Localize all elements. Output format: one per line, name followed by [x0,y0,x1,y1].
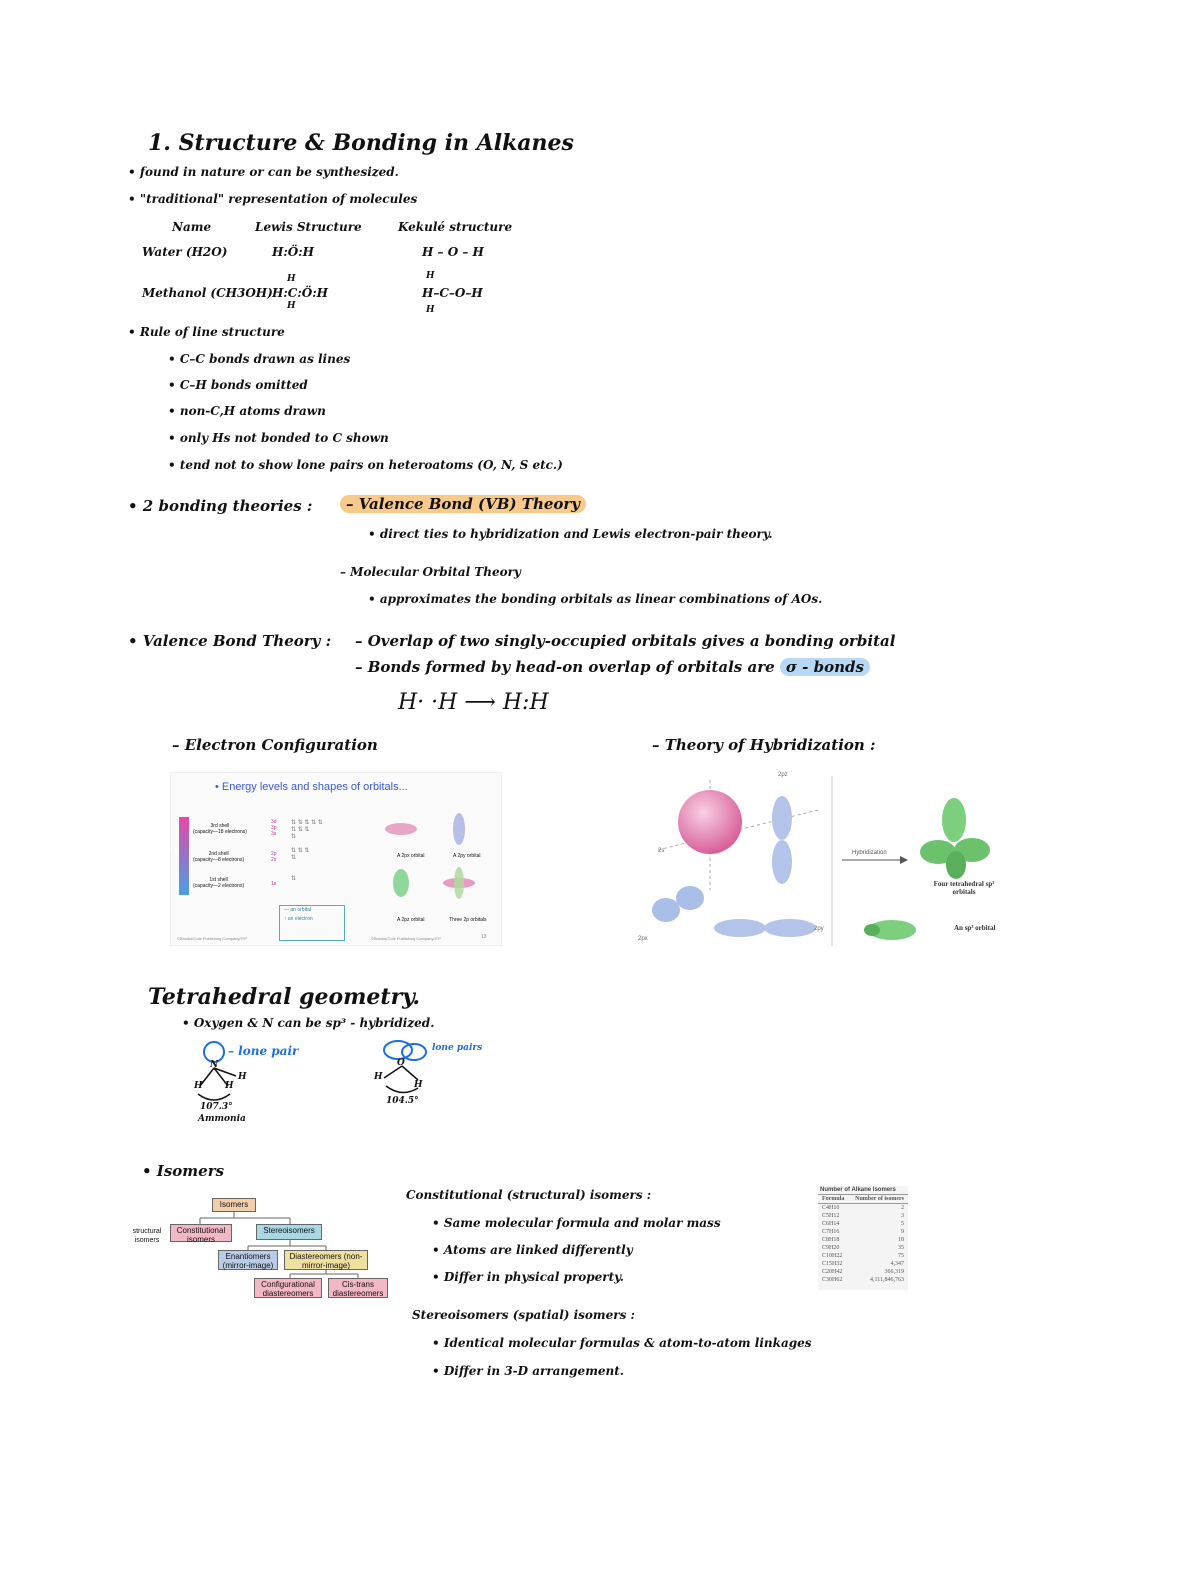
shell-1 [193,877,244,889]
alkane-header-formula: Formula [822,1196,845,1202]
alkane-count: 9 [901,1229,904,1235]
alkane-table-grid [818,1195,908,1284]
electron-config-heading: – Electron Configuration [172,736,378,754]
three-p-orbitals-y [454,867,464,899]
alkane-formula: C4H10 [822,1205,840,1211]
axis-2py: 2py [814,926,824,932]
methanol-name: Methanol (CH3OH) [142,286,273,300]
line-rule-4: • only Hs not bonded to C shown [168,431,389,445]
pz-orbital-lobe [393,869,409,897]
orbital-2p: 2p [271,851,277,857]
table-row [818,1204,908,1213]
water-angle: 104.5° [386,1096,419,1106]
ammonia-h-left: H [194,1081,203,1091]
constitutional-item-2: • Atoms are linked differently [432,1243,633,1257]
methanol-lewis: H:C:Ö:H [272,286,328,300]
hybridization-arrow-label: Hybridization [852,850,887,856]
line-rule-5: • tend not to show lone pairs on heteroatoms (O, N, S etc.) [168,458,563,472]
methanol-kekule: H–C–O–H [422,286,483,300]
tree-diastereomers: Diastereomers (non-mirror-image) [284,1250,368,1270]
electron-arrows: ⇅ ⇅ ⇅ ⇅ ⇅ ⇅ ⇅ ⇅ ⇅ ⇅ ⇅ ⇅ ⇅ ⇅ [291,820,323,882]
line-rule-3: • non-C,H atoms drawn [168,404,326,418]
legend-orbital: — an orbital [284,907,311,913]
alkane-formula: C8H18 [822,1237,840,1243]
water-lone-pair-2 [402,1044,426,1060]
water-h-right: H [414,1080,423,1090]
tree-configurational: Configurational diastereomers [254,1278,322,1298]
table-row [818,1236,908,1244]
water-kekule: H – O – H [422,245,484,259]
isomer-tree [130,1194,392,1306]
legend-electron: ↑ an electron [284,916,313,922]
water-name: Water (H2O) [142,245,228,259]
constitutional-title: Constitutional (structural) isomers : [406,1188,652,1202]
alkane-formula: C7H16 [822,1229,840,1235]
tree-stereoisomers: Stereoisomers [256,1224,322,1240]
water-lewis: H:Ö:H [272,245,314,259]
vb-theory-note: • direct ties to hybridization and Lewis electron-pair theory. [368,527,773,541]
bonding-theories-label: • 2 bonding theories : [128,497,313,515]
orbital-3d: 3d [271,819,277,825]
sp3-lobe-top [942,798,966,842]
ammonia-h-right: H [225,1081,234,1091]
table-row [818,1228,908,1236]
ammonia-h-back: H [238,1072,247,1082]
constitutional-item-1: • Same molecular formula and molar mass [432,1216,721,1230]
table-header-kekule: Kekulé structure [398,220,513,234]
table-row [818,1252,908,1260]
vb-theory-title [340,495,586,513]
tree-constitutional: Constitutional isomers [170,1224,232,1242]
ammonia-name: Ammonia [198,1114,246,1124]
caption-2px: A 2px orbital [397,853,425,859]
vb-line-2-text: – Bonds formed by head-on overlap of orbitals are [355,658,775,676]
alkane-formula: C5H12 [822,1213,840,1219]
shell-1-label: 1st shell [209,877,228,883]
caption-2py: A 2py orbital [453,853,481,859]
table-row [818,1276,908,1284]
pz-lower-lobe [772,840,792,884]
tree-isomers: Isomers [212,1198,256,1212]
line-rule-2: • C–H bonds omitted [168,378,308,392]
axis-2s: 2s [658,848,665,854]
tetrahedral-sp3-label: Four tetrahedral sp³ orbitals [933,880,995,896]
orbital-1s: 1s [271,881,277,887]
constitutional-item-3: • Differ in physical property. [432,1270,624,1284]
alkane-count: 366,319 [884,1269,904,1275]
alkane-count: 35 [898,1245,904,1251]
line-rule-1: • C–C bonds drawn as lines [168,352,351,366]
alkane-table-title: Number of Alkane Isomers [818,1186,908,1195]
tetrahedral-note: • Oxygen & N can be sp³ - hybridized. [182,1016,435,1030]
alkane-formula: C10H22 [822,1253,843,1259]
ammonia-angle: 107.3° [200,1102,233,1112]
shell-2 [193,851,244,863]
caption-three-2p: Three 2p orbitals [449,917,487,923]
alkane-count: 75 [898,1253,904,1259]
shell-2-label: 2nd shell [208,851,229,857]
table-header-name: Name [172,220,212,234]
shell-3-label: 3rd shell [210,823,230,829]
single-sp3-small-lobe [864,924,880,936]
single-sp3-label: An sp³ orbital [954,924,996,932]
tree-cis-trans: Cis-trans diastereomers [328,1278,388,1298]
alkane-count: 18 [898,1237,904,1243]
table-row [818,1220,908,1228]
figure-credit: ©Brooks/Cole Publishing Company/ITP [177,936,247,941]
vb-section-label: • Valence Bond Theory : [128,632,332,650]
vb-line-2 [355,658,870,676]
shell-3-orbitals [271,819,277,837]
page-title: 1. Structure & Bonding in Alkanes [148,130,574,156]
sigma-bond-highlight: σ - bonds [780,658,870,676]
figure-page-number: 13 [481,934,487,940]
orbital-3s: 3s [271,831,277,837]
isomers-heading: • Isomers [142,1162,225,1180]
ammonia-lone-pair-circle [204,1042,224,1062]
stereo-item-1: • Identical molecular formulas & atom-to-atom linkages [432,1336,812,1350]
h2-equation: H· ·H ⟶ H:H [398,690,549,715]
intro-bullet-2: • "traditional" representation of molecules [128,192,418,206]
orbital-2s: 2s [271,857,277,863]
alkane-count: 2 [901,1205,904,1211]
stereo-title: Stereoisomers (spatial) isomers : [412,1308,635,1322]
tree-enantiomers: Enantiomers (mirror-image) [218,1250,278,1270]
shell-2-capacity: (capacity—8 electrons) [193,857,245,863]
table-row [818,1212,908,1220]
px-left-lobe [714,919,766,937]
caption-2pz: A 2pz orbital [397,917,425,923]
mo-theory-note: • approximates the bonding orbitals as linear combinations of AOs. [368,592,823,606]
alkane-isomer-table [818,1186,908,1290]
legend-box [279,905,345,941]
water-o-atom: O [397,1058,405,1068]
alkane-formula: C30H62 [822,1277,843,1283]
figure-title: • Energy levels and shapes of orbitals... [215,781,408,793]
sp3-lobe-bottom [946,851,966,879]
ammonia-lone-pair-label: – lone pair [228,1044,299,1058]
energy-label: Energy [165,846,172,862]
py-orbital-lobe [453,813,465,845]
alkane-formula: C20H42 [822,1269,843,1275]
electron-config-figure [165,772,502,946]
table-row [818,1244,908,1252]
axis-2pz: 2pz [778,772,788,778]
stereo-item-2: • Differ in 3-D arrangement. [432,1364,624,1378]
intro-bullet-1: • found in nature or can be synthesized. [128,165,399,179]
pz-upper-lobe [772,796,792,840]
line-structure-heading: • Rule of line structure [128,325,285,339]
alkane-count: 5 [901,1221,904,1227]
hybridization-drawing [638,770,1010,948]
py-left-lobe [652,898,680,922]
water-lone-pair-1 [384,1041,412,1059]
alkane-formula: C6H14 [822,1221,840,1227]
methanol-lewis-top-h: H [287,274,296,284]
methanol-lewis-bottom-h: H [287,301,296,311]
shell-3 [193,823,247,835]
water-h-left: H [374,1072,383,1082]
alkane-count: 4,111,846,763 [869,1277,904,1283]
methanol-kekule-top-h: H [426,271,435,281]
px-orbital-lobe [385,823,417,835]
alkane-formula: C9H20 [822,1245,840,1251]
table-row [818,1260,908,1268]
px-right-lobe [764,919,816,937]
orbital-3p: 3p [271,825,277,831]
hybridization-figure [638,770,1010,948]
alkane-header-count: Number of isomers [855,1196,904,1202]
water-lone-pairs-label: lone pairs [432,1043,483,1053]
shell-2-orbitals [271,851,277,863]
py-right-lobe [676,886,704,910]
alkane-count: 3 [901,1213,904,1219]
energy-arrow [179,817,189,895]
shell-1-capacity: (capacity—2 electrons) [193,883,245,889]
methanol-kekule-bottom-h: H [426,305,435,315]
p-orbital-diagrams [371,807,499,927]
shell-3-capacity: (capacity—18 electrons) [193,829,247,835]
alkane-formula: C15H32 [822,1261,843,1267]
vb-theory-highlight: – Valence Bond (VB) Theory [340,495,586,513]
s-orbital-sphere [678,790,742,854]
tetrahedral-heading: Tetrahedral geometry. [148,984,421,1010]
tree-structural-label: structural isomers [132,1228,162,1244]
table-row [818,1268,908,1276]
axis-2px: 2px [638,936,648,942]
vb-line-1: – Overlap of two singly-occupied orbitals gives a bonding orbital [355,632,896,650]
hybridization-heading: – Theory of Hybridization : [652,736,876,754]
ammonia-n-atom: N [210,1060,219,1070]
mo-theory-title: – Molecular Orbital Theory [340,565,521,579]
table-header-lewis: Lewis Structure [255,220,362,234]
figure-credit-right: ©Brooks/Cole Publishing Company/ITP [371,936,441,941]
alkane-count: 4,347 [890,1261,904,1267]
